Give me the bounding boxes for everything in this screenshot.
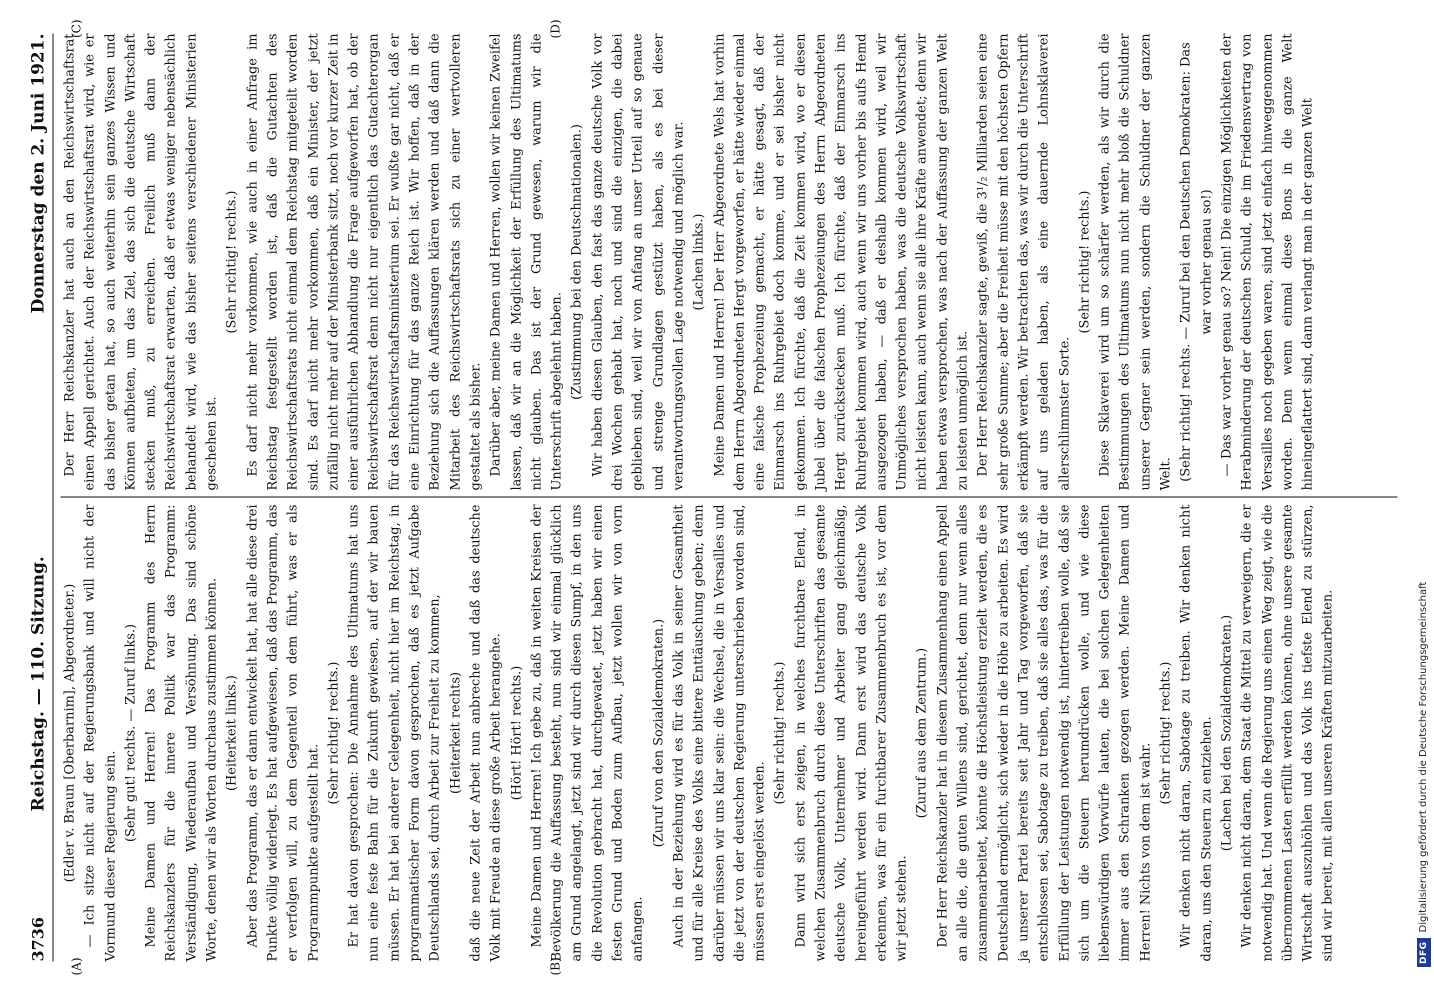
paragraph: Wir denken nicht daran, dem Staat die Mittel zu verweigern, die er notwendig hat. Und wenn die Regierung uns einen Weg zeigt, wie die übernommenen Lasten erfüllt werden können, ohne unsere gesamte Wirtschaft auszuhöhlen und das Volk ins tiefste Elend zu stürzen, sind wir bereit, mit allen unseren Kräften mitzuarbeiten. <box>1239 504 1336 962</box>
paragraph: Der Herr Reichskanzler sagte, gewiß, die 3¹/₂ Milliarden seien eine sehr große Summe; aber die Freiheit müsse mit den höchsten Opfern erkämpft werden. Wir betrachten das, was wir durch die Unterschrift auf uns geladen haben, als eine dauernde Lohnsklaverei allerschlimmster Sorte. <box>975 33 1073 491</box>
paragraph: Er hat davon gesprochen: Die Annahme des Ultimatums hat uns nun eine feste Bahn für die Zukunft gewiesen, auf der wir bauen müssen. Er hat bei anderer Gelegenheit, nicht hier im Reichstag, in programmatischer Form davon gesprochen, daß es jetzt Aufgabe Deutschlands sei, durch Arbeit zur Freiheit zu kommen, <box>346 504 443 962</box>
interjection: (Heiterkeit rechts) <box>448 672 464 794</box>
section-marker-c: (C) <box>69 19 84 39</box>
paragraph: Meine Damen und Herren! Das Programm des Herrn Reichskanzlers für die innere Politik war das Programm: Verständigung, Wiederaufbau und Versöhnung. Das sind schöne Worte, denen wir als Worten durchaus zustimmen können. <box>143 504 220 962</box>
interjection: (Lachen links.) <box>691 213 707 311</box>
interjection: (Sehr richtig! rechts.) <box>224 190 240 334</box>
section-marker-d: (D) <box>548 19 563 39</box>
interjection: (Zuruf von den Sozialdemokraten.) <box>651 618 667 848</box>
page-number: 3736 <box>28 916 48 962</box>
text-columns <box>61 19 1398 976</box>
page-header <box>27 34 54 962</box>
credit-text-block <box>1417 7 1431 967</box>
interjection: (Zustimmung bei den Deutschnationalen.) <box>569 124 585 400</box>
section-marker-b: (B) <box>548 957 563 976</box>
interjection: (Sehr richtig! rechts.) <box>772 661 788 805</box>
column-divider <box>61 497 1398 498</box>
newspaper-page <box>13 18 1408 978</box>
paragraph: Meine Damen und Herren! Ich gebe zu, daß in weiten Kreisen der Bevölkerung die Auffassung besteht, nun sind wir einmal glücklich am Grund angelangt, jetzt sind wir durch diesen Sumpf, in den uns die Revolution gebracht hat, durchgewatet, jetzt haben wir einen festen Grund und Boden zum Aufbau, jetzt wollen wir von vorn anfangen. <box>529 504 646 962</box>
interjection: (Zuruf aus dem Zentrum.) <box>914 647 930 819</box>
paragraph: daß die neue Zeit der Arbeit nun anbreche und daß das deutsche Volk mit Freude an diese große Arbeit herangehe. <box>468 504 504 962</box>
speaker-line: (Edler v. Braun [Oberbarnim], Abgeordneter.) <box>62 583 78 883</box>
paragraph: Der Herr Reichskanzler hat in diesem Zusammenhang einen Appell an alle die, die guten Willens sind, gerichtet, denn nur wenn alles zusammenarbeitet, könnte die Höchstleistung erzielt werden, die es Deutschland ermöglicht, sich wieder in die Höhe zu arbeiten. Es wird ja unserer Partei bereits seit Jahr und Tag vorgeworfen, daß sie entschlossen sei, Sabotage zu treiben, daß sie alles das, was für die Erfüllung der Leistungen notwendig ist, hintertreiben wolle, daß sie sich um die Steuern herumdrücken wolle, und wie diese liebenswürdigen Vorwürfe lauten, die bei solchen Gelegenheiten immer aus den Schranken gezogen werden. Meine Damen und Herren! Nichts von dem ist wahr. <box>935 504 1154 962</box>
paragraph: Dann wird sich erst zeigen, in welches furchtbare Elend, in welchen Zusammenbruch durch diese Unterschriften das gesamte deutsche Volk, Unternehmer und Arbeiter gang gleichmäßig, hereingeführt werden wird. Dann erst wird das deutsche Volk erkennen, was für ein furchtbarer Zusammenbruch es ist, vor dem wir jetzt stehen. <box>793 504 910 962</box>
interjection: (Lachen bei den Sozialdemokraten.) <box>1219 614 1235 852</box>
interjection: (Hört! Hört! rechts.) <box>509 665 525 801</box>
digitization-credit <box>1414 10 1428 970</box>
paragraph: Es darf nicht mehr vorkommen, wie auch in einer Anfrage im Reichstag festgestellt worden ist, daß die Gutachten des Reichswirtschaftsrats nicht einmal dem Reichstag mitgeteilt worden sind. Es darf nicht mehr vorkommen, daß ein Minister, der jetzt zufällig nicht mehr auf der Ministerbank sitzt, noch vor kurzer Zeit in einer ausführlichen Abhandlung die Frage aufgeworfen hat, ob der Reichswirtschaftsrat denn nicht nur eigentlich das Gutachterorgan für das Reichswirtschaftsministerium sei. Er wußte gar nicht, daß er eine Einrichtung für das ganze Reich ist. Wir hoffen, daß in der Beziehung sich die Auffassungen klären werden und daß dann die Mitarbeit des Reichswirtschaftsrats sich zu einer wertvolleren gestaltet als bisher. <box>245 33 484 491</box>
date-title: Donnerstag den 2. Juni 1921. <box>28 33 49 314</box>
left-column <box>61 504 1398 976</box>
paragraph: Darüber aber, meine Damen und Herren, wollen wir keinen Zweifel lassen, daß wir an die Möglichkeit der Erfüllung des Ultimatums nicht glauben. Das ist der Grund gewesen, warum wir die Unterschrift abgelehnt haben. <box>488 33 565 491</box>
paragraph: Aber das Programm, das er dann entwickelt hat, hat alle diese drei Punkte völlig widerlegt. Es hat aufgewiesen, daß das Programm, das er verfolgen will, zu dem Gegenteil von dem führt, was er als Programmpunkte aufgestellt hat. <box>245 504 322 962</box>
dfg-logo: DFG <box>1417 938 1431 967</box>
right-column <box>61 19 1398 491</box>
interjection: (Sehr gut! rechts. — Zuruf links.) <box>123 623 139 843</box>
paragraph: Wir haben diesen Glauben, den fast das ganze deutsche Volk vor drei Wochen gehabt hat, noch und sind die einzigen, die dabei geblieben sind, weil wir von Anfang an unser Urteil auf so genaue und strenge Grundlagen gestützt haben, als es bei dieser verantwortungsvollen Lage notwendig und möglich war. <box>590 33 687 491</box>
interjection: (Sehr richtig! rechts.) <box>1158 661 1174 805</box>
interjection: (Sehr richtig! rechts. — Zuruf bei den Deutschen Demokraten: Das war vorher genau so!) <box>1178 42 1215 482</box>
paragraph: — Ich sitze nicht auf der Regierungsbank und will nicht der Vormund dieser Regierung sein. <box>82 504 119 962</box>
paragraph: — Das war vorher genau so? Nein! Die einzigen Möglichkeiten der Herabminderung der deutschen Schuld, die im Friedensvertrag von Versailles noch gegeben waren, sind jetzt einfach hinweggenommen worden. Denn wenn einmal diese Bons in die ganze Welt hineingeflattert sind, dann verlangt man in der ganzen Welt <box>1219 33 1316 491</box>
section-marker-a: (A) <box>69 957 84 976</box>
paragraph: Meine Damen und Herren! Der Herr Abgeordnete Wels hat vorhin dem Herrn Abgeordneten Hergt vorgeworfen, er hätte wieder einmal eine falsche Prophezeiung gemacht, er hätte gesagt, daß der Einmarsch ins Ruhrgebiet doch komme, und er sei bisher nicht gekommen. Ich fürchte, daß die Zeit kommen wird, wo er diesen Jubel über die falschen Prophezeiungen des Herrn Abgeordneten Hergt zurückstecken muß. Ich fürchte, daß der Einmarsch ins Ruhrgebiet kommen wird, auch wenn wir uns vorher bis aufs Hemd ausgezogen haben, — daß er deshalb kommen wird, weil wir Unmögliches versprochen haben, was die deutsche Volkswirtschaft nicht leisten kann, auch wenn sie alle ihre Kräfte anwendet; denn wir haben etwas versprochen, was nach der Auffassung der ganzen Welt zu leisten unmöglich ist. <box>712 33 971 491</box>
paragraph: Der Herr Reichskanzler hat auch an den Reichswirtschaftsrat einen Appell gerichtet. Auch der Reichswirtschaftsrat wird, wie er das bisher getan hat, so auch weiterhin sein ganzes Wissen und Können aufbieten, um das Ziel, das sich die deutsche Wirtschaft stecken muß, zu erreichen. Freilich muß dann der Reichswirtschaftsrat erwarten, daß er etwas weniger nebensächlich behandelt wird, wie das bisher seitens verschiedener Ministerien geschehen ist. <box>62 33 220 491</box>
paragraph: Auch in der Beziehung wird es für das Volk in seiner Gesamtheit und für alle Kreise des Volks eine bittere Enttäuschung geben; denn darüber müssen wir uns klar sein: die Wechsel, die in Versailles und die jetzt von der deutschen Regierung unterschrieben worden sind, müssen erst eingelöst werden. <box>671 504 768 962</box>
interjection: (Sehr richtig! rechts.) <box>1077 190 1093 334</box>
session-title: Reichstag. — 110. Sitzung. <box>28 556 49 812</box>
credit-text: Digitalisierung gefördert durch die Deutsche Forschungsgemeinschaft <box>1418 581 1429 933</box>
interjection: (Heiterkeit links.) <box>224 675 240 791</box>
interjection: (Sehr richtig! rechts.) <box>326 661 342 805</box>
paragraph: Wir denken nicht daran, Sabotage zu treiben. Wir denken nicht daran, uns den Steuern zu entziehen. <box>1178 504 1215 962</box>
paragraph: Diese Sklaverei wird um so schärfer werden, als wir durch die Bestimmungen des Ultimatums nun nicht mehr bloß die Schuldner unserer Gegner sein werden, sondern die Schuldner der ganzen Welt. <box>1097 33 1174 491</box>
